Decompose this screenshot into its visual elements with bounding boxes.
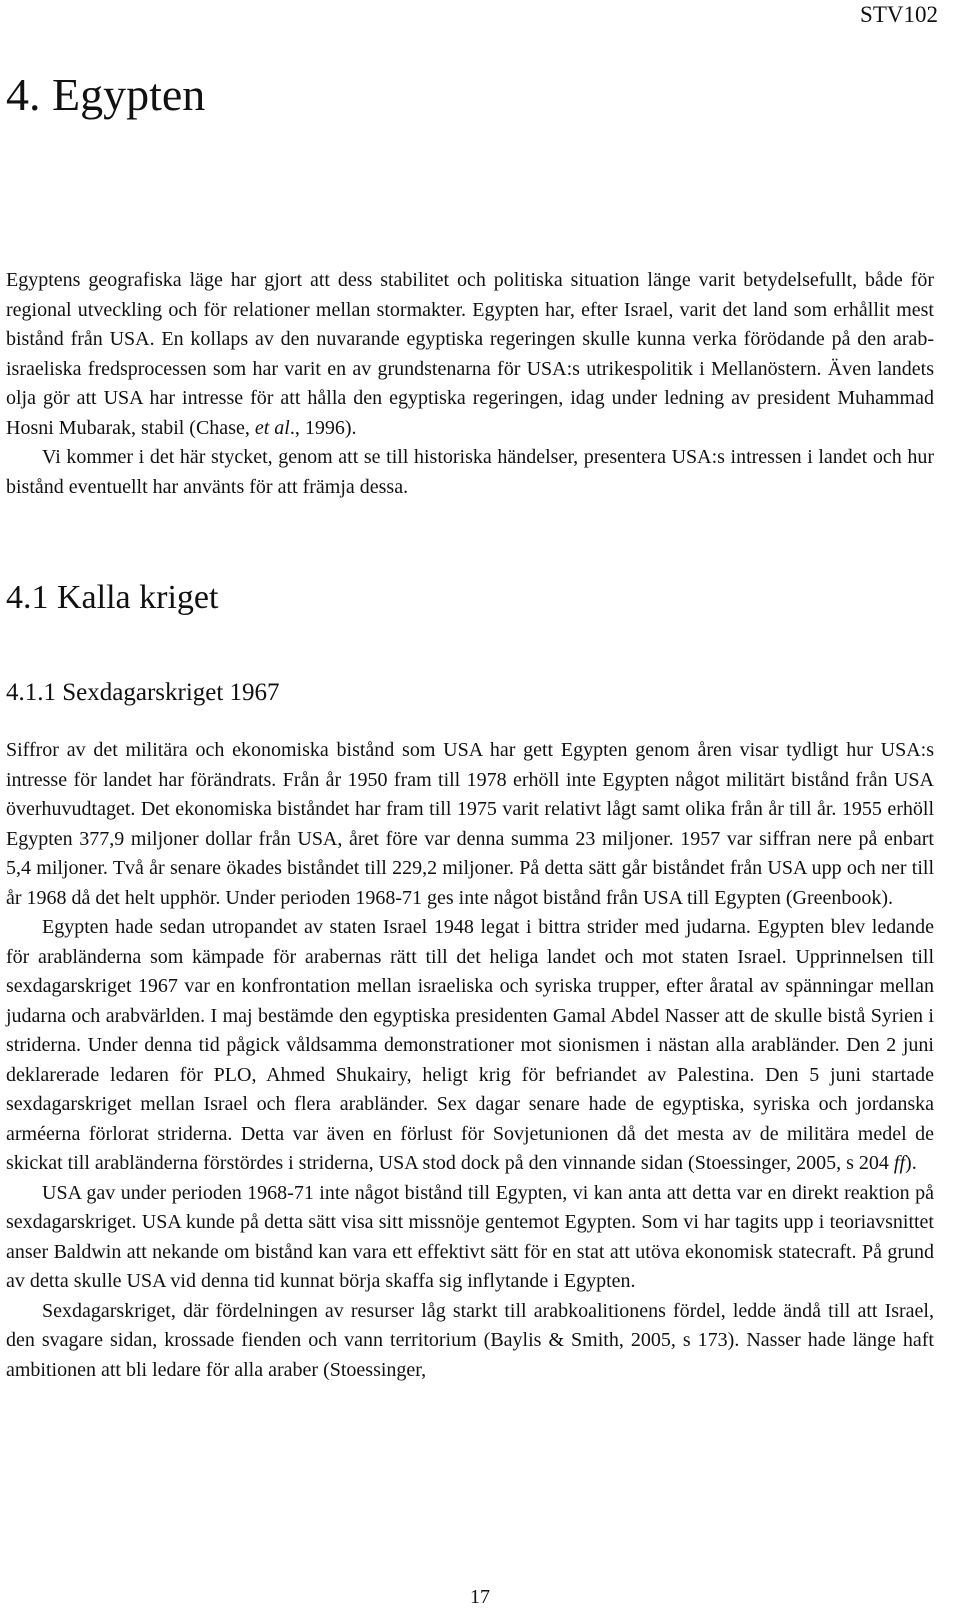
paragraph-text-after: ., 1996). <box>289 416 357 439</box>
paragraph-text: Sexdagarskriget, där fördelningen av resurser låg starkt till arabkoalitionens fördel, ledde ändå till att Israel, den svagare sidan, krossade fienden och vann territorium (Baylis & Smith, 2005, s 173). Nasser hade länge haft ambitionen att bli ledare för alla araber (Stoessinger, <box>6 1299 934 1381</box>
body-paragraph-2 <box>6 913 934 1179</box>
paragraph-text: Siffror av det militära och ekonomiska bistånd som USA har gett Egypten genom åren visar tydligt hur USA:s intresse för landet har förändrats. Från år 1950 fram till 1978 erhöll inte Egypten något militärt bistånd från USA överhuvudtaget. Det ekonomiska biståndet har fram till 1975 varit relativt lågt samt olika från år till år. 1955 erhöll Egypten 377,9 miljoner dollar från USA, året före var denna summa 23 miljoner. 1957 var siffran nere på enbart 5,4 miljoner. Två år senare ökades biståndet till 229,2 miljoner. På detta sätt går biståndet från USA upp och ner till år 1968 då det helt upphör. Under perioden 1968-71 ges inte något bistånd från USA till Egypten (Greenbook). <box>6 739 934 909</box>
paragraph-italic: ff <box>893 1152 906 1174</box>
body-paragraph-3 <box>6 1179 934 1297</box>
paragraph-text: Egyptens geografiska läge har gjort att dess stabilitet och politiska situation länge varit betydelsefullt, både för regional utveckling och för relationer mellan stormakter. Egypten har, efter Israel, varit det land som erhållit mest bistånd från USA. En kollaps av den nuvarande egyptiska regeringen skulle kunna verka förödande på den arab- israeliska fredsprocessen som har varit en av grundstenarna för USA:s utrikespolitik i Mellanöstern. Även landets olja gör att USA har intresse för att hålla den egyptiska regeringen, idag under ledning av president Muhammad Hosni Mubarak, stabil (Chase, <box>6 269 934 439</box>
section-body <box>6 736 934 1385</box>
intro-paragraph-1 <box>6 266 934 443</box>
chapter-title: 4. Egypten <box>6 69 206 120</box>
body-paragraph-4 <box>6 1297 934 1386</box>
page-number: 17 <box>470 1586 490 1608</box>
intro-body <box>6 266 934 502</box>
paragraph-text: USA gav under perioden 1968-71 inte något bistånd till Egypten, vi kan anta att detta var en direkt reaktion på sexdagarskriget. USA kunde på detta sätt visa sitt missnöje gentemot Egypten. Som vi har tagits upp i teoriavsnittet anser Baldwin att nekande om bistånd kan vara ett effektivt sätt för en stat att utöva ekonomisk statecraft. På grund av detta skulle USA vid denna tid kunnat börja skaffa sig inflytande i Egypten. <box>6 1181 934 1292</box>
header-course-code: STV102 <box>860 2 938 27</box>
paragraph-text: Vi kommer i det här stycket, genom att se till historiska händelser, presentera USA:s intressen i landet och hur bistånd eventuellt har använts för att främja dessa. <box>6 446 934 498</box>
body-paragraph-1 <box>6 736 934 913</box>
intro-paragraph-2 <box>6 443 934 502</box>
paragraph-italic: et al <box>254 416 290 439</box>
paragraph-text: Egypten hade sedan utropandet av staten Israel 1948 legat i bittra strider med judarna. Egypten blev ledande för arabländerna som kämpade för arabernas rätt till det heliga landet och mot staten Israel. Upprinnelsen till sexdagarskriget 1967 var en konfrontation mellan israeliska och syriska trupper, efter åratal av spänningar mellan judarna och arabvärlden. I maj bestämde den egyptiska presidenten Gamal Abdel Nasser att de skulle bistå Syrien i striderna. Under denna tid pågick våldsamma demonstrationer mot sionismen i nästan alla arabländer. Den 2 juni deklarerade ledaren för PLO, Ahmed Shukairy, heligt krig för befriandet av Palestina. Den 5 juni startade sexdagarskriget mellan Israel och flera arabländer. Sex dagar senare hade de egyptiska, syriska och jordanska arméerna förlorat striderna. Detta var även en förlust för Sovjetunionen då det mesta av de militära medel de skickat till arabländerna förstördes i striderna, USA stod dock på den vinnande sidan (Stoessinger, 2005, s 204 <box>6 916 934 1174</box>
paragraph-text-after: ). <box>905 1152 917 1174</box>
section-title: 4.1 Kalla kriget <box>6 579 219 616</box>
subsection-title: 4.1.1 Sexdagarskriget 1967 <box>6 679 280 706</box>
